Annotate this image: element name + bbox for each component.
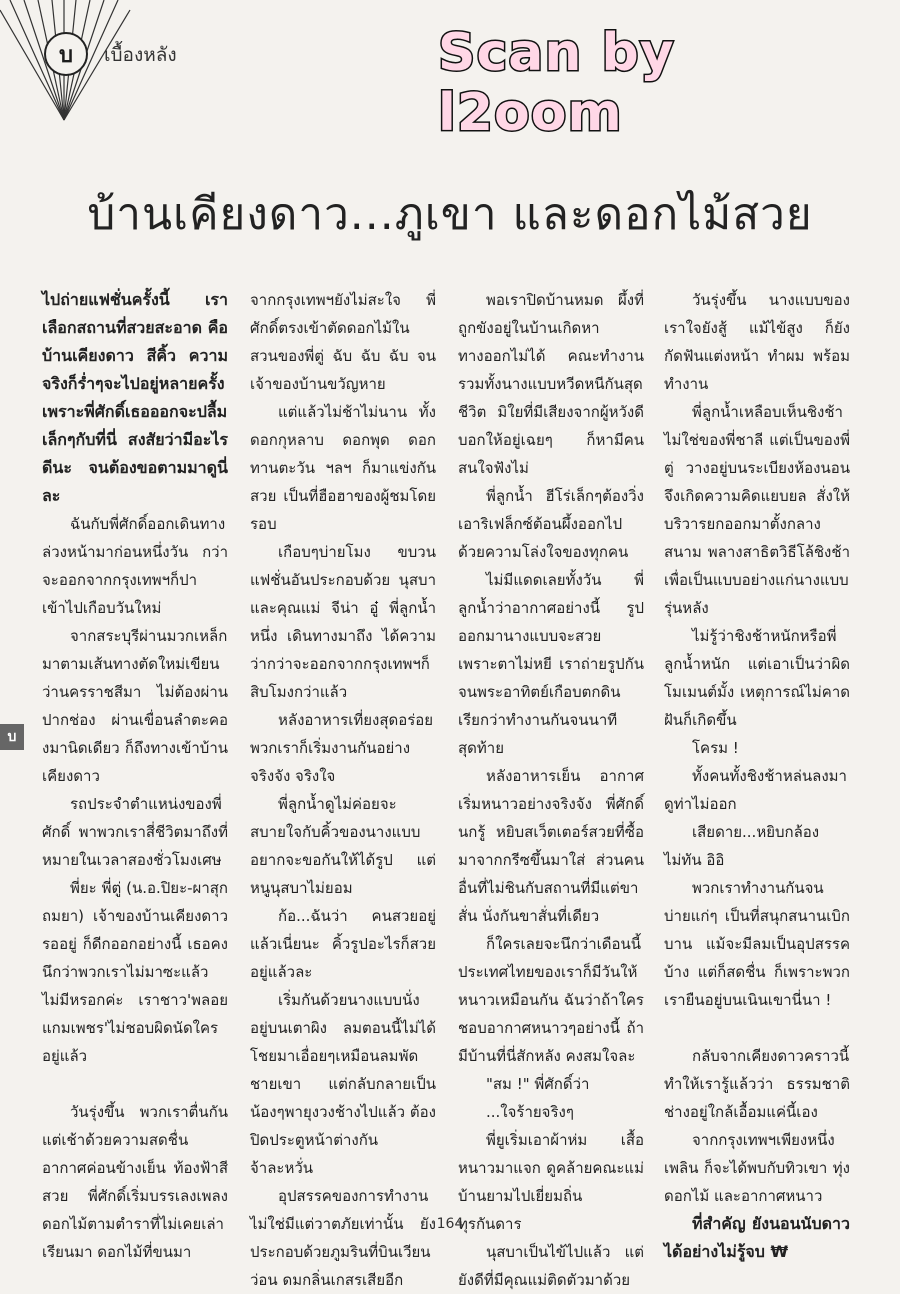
section-badge [44, 32, 88, 76]
paragraph: ก้อ...ฉันว่า คนสวยอยู่แล้วเนี่ยนะ คิ้วรูปอะไรก็สวยอยู่แล้วละ [250, 907, 436, 981]
section-badge-letter: บ [59, 42, 73, 68]
paragraph: ไม่มีแดดเลยทั้งวัน พี่ลูกน้ำว่าอากาศอย่างนี้ รูปออกมานางแบบจะสวย เพราะตาไม่หยี เราถ่ายรูปกันจนพระอาทิตย์เกือบตกดิน เรียกว่าทำงานกันจนนาทีสุดท้าย [458, 571, 644, 757]
scan-watermark: Scan by l2oom [438, 23, 675, 143]
paragraph: พี่ยูเริ่มเอาผ้าห่ม เสื้อหนาวมาแจก ดูคล้ายคณะแม่บ้านยามไปเยี่ยมถิ่นทุรกันดาร [458, 1131, 644, 1233]
side-tab: บ [0, 724, 24, 750]
paragraph: จากกรุงเทพฯเพียงหนึ่งเพลิน ก็จะได้พบกับทิวเขา ทุ่งดอกไม้ และอากาศหนาว [664, 1131, 850, 1205]
text-column-2 [250, 286, 436, 1294]
paragraph-gap [42, 1070, 228, 1098]
paragraph: พี่ลูกน้ำ ฮีโร่เล็กๆต้องวิ่งเอาริเฟล็กซ์ต้อนผึ้งออกไปด้วยความโล่งใจของทุกคน [458, 487, 644, 561]
paragraph: ฉันกับพี่ศักดิ์ออกเดินทางล่วงหน้ามาก่อนหนึ่งวัน กว่าจะออกจากกรุงเทพฯก็ปาเข้าไปเกือบวันใหม่ [42, 515, 228, 617]
paragraph: พี่ลูกน้ำเหลือบเห็นชิงช้าไม่ใช่ของพี่ชาลี แต่เป็นของพี่ตู่ วางอยู่บนระเบียงห้องนอน จึงเกิดความคิดแยบยล สั่งให้บริวารยกออกมาตั้งกลางสนาม พลางสาธิตวิธีโล้ชิงช้าเพื่อเป็นแบบอย่างแก่นางแบบรุ่นหลัง [664, 403, 850, 617]
paragraph-gap [664, 1014, 850, 1042]
paragraph: รถประจำตำแหน่งของพี่ศักดิ์ พาพวกเราสี่ชีวิตมาถึงที่หมายในเวลาสองชั่วโมงเศษ [42, 795, 228, 869]
text-column-1 [42, 286, 228, 1266]
paragraph: ...ใจร้ายจริงๆ [486, 1103, 574, 1121]
paragraph: จากสระบุรีผ่านมวกเหล็ก มาตามเส้นทางตัดใหม่เขียนว่านครราชสีมา ไม่ต้องผ่านปากช่อง ผ่านเขื่อนลำตะคองมานิดเดียว ก็ถึงทางเข้าบ้านเคียงดาว [42, 627, 228, 785]
paragraph: ไปถ่ายแฟชั่นครั้งนี้ เราเลือกสถานที่สวยสะอาด คือ บ้านเคียงดาว สีคิ้ว ความจริงก็ร่ำๆจะไปอยู่หลายครั้ง เพราะพี่ศักดิ์เธอออกจะปลื้มเล็กๆกับที่นี่ สงสัยว่ามีอะไรดีนะ จนต้องขอตามมาดูนี่ละ [42, 290, 228, 505]
paragraph: หลังอาหารเที่ยงสุดอร่อย พวกเราก็เริ่มงานกันอย่างจริงจัง จริงใจ [250, 711, 434, 785]
paragraph: อุปสรรคของการทำงานไม่ใช่มีแต่วาตภัยเท่านั้น ยังประกอบด้วยภูมรินที่บินเวียนว่อน ดมกลิ่นเกสรเสียอีก [250, 1187, 436, 1289]
paragraph: แต่แล้วไม่ช้าไม่นาน ทั้งดอกกุหลาบ ดอกพุด ดอกทานตะวัน ฯลฯ ก็มาแข่งกันสวย เป็นที่ฮือฮาของผู้ชมโดยรอบ [250, 403, 436, 533]
paragraph: ทั้งคนทั้งชิงช้าหล่นลงมาดูท่าไม่ออก [664, 767, 847, 813]
paragraph: พวกเราทำงานกันจนบ่ายแก่ๆ เป็นที่สนุกสนานเบิกบาน แม้จะมีลมเป็นอุปสรรคบ้าง แต่ก็สดชื่น ก็เพราะพวกเรายืนอยู่บนเนินเขานี่นา ! [664, 879, 850, 1009]
page-number: 164 [436, 1216, 464, 1232]
text-column-4 [664, 286, 850, 1266]
paragraph: พี่ลูกน้ำดูไม่ค่อยจะสบายใจกับคิ้วของนางแบบ อยากจะขอกันให้ได้รูป แต่หนูนุสบาไม่ยอม [250, 795, 436, 897]
paragraph: เสียดาย...หยิบกล้องไม่ทัน อิอิ [664, 823, 820, 869]
paragraph: วันรุ่งขึ้น นางแบบของเราใจยังสู้ แม้ไข้สูง ก็ยังกัดฟันแต่งหน้า ทำผม พร้อมทำงาน [664, 291, 850, 393]
paragraph: กลับจากเคียงดาวคราวนี้ ทำให้เรารู้แล้วว่า ธรรมชาติช่างอยู่ใกล้เอื้อมแค่นี้เอง [664, 1047, 850, 1121]
paragraph: จากกรุงเทพฯยังไม่สะใจ พี่ศักดิ์ตรงเข้าตัดดอกไม้ในสวนของพี่ตู่ ฉับ ฉับ ฉับ จนเจ้าของบ้านขวัญหาย [250, 291, 436, 393]
paragraph: นุสบาเป็นไข้ไปแล้ว แต่ยังดีที่มีคุณแม่ติดตัวมาด้วย [458, 1243, 644, 1289]
paragraph: โครม ! [692, 739, 739, 757]
paragraph: ก็ใครเลยจะนึกว่าเดือนนี้ ประเทศไทยของเราก็มีวันให้หนาวเหมือนกัน ฉันว่าถ้าใครชอบอากาศหนาวๆอย่างนี้ ถ้ามีบ้านที่นี่สักหลัง คงสมใจละ [458, 935, 644, 1065]
paragraph: หลังอาหารเย็น อากาศเริ่มหนาวอย่างจริงจัง พี่ศักดิ์นกรู้ หยิบสเว็ตเตอร์สวยที่ซื้อมาจากกรีซขึ้นมาใส่ ส่วนคนอื่นที่ไม่ชินกับสถานที่มีแต่ขาสั่น นั่งกันขาสั่นที่เดียว [458, 767, 644, 925]
paragraph: ไม่รู้ว่าชิงช้าหนักหรือพี่ลูกน้ำหนัก แต่เอาเป็นว่าผิดโมเมนต์มั้ง เหตุการณ์ไม่คาดฝันก็เกิดขึ้น [664, 627, 850, 729]
paragraph: พอเราปิดบ้านหมด ผึ้งที่ถูกขังอยู่ในบ้านเกิดหาทางออกไม่ได้ คณะทำงานรวมทั้งนางแบบหวีดหนีกันสุดชีวิต มิใยที่มีเสียงจากผู้หวังดีบอกให้อยู่เฉยๆ ก็หามีคนสนใจฟังไม่ [458, 291, 644, 477]
paragraph: เริ่มกันด้วยนางแบบนั่งอยู่บนเตาผิง ลมตอนนี้ไม่ได้โชยมาเอื่อยๆเหมือนลมพัดชายเขา แต่กลับกลายเป็นน้องๆพายุงวงช้างไปแล้ว ต้องปิดประตูหน้าต่างกันจ้าละหวั่น [250, 991, 436, 1177]
article-title: บ้านเคียงดาว...ภูเขา และดอกไม้สวย [87, 189, 813, 241]
paragraph: วันรุ่งขึ้น พวกเราตื่นกันแต่เช้าด้วยความสดชื่น อากาศค่อนข้างเย็น ท้องฟ้าสีสวย พี่ศักดิ์เริ่มบรรเลงเพลงดอกไม้ตามตำราที่ไม่เคยเล่าเรียนมา ดอกไม้ที่ขนมา [42, 1103, 228, 1261]
paragraph: พี่ยะ พี่ตู่ (น.อ.ปิยะ-ผาสุก ถมยา) เจ้าของบ้านเคียงดาวรออยู่ ก็ดีกออกอย่างนี้ เธอคงนึกว่าพวกเราไม่มาซะแล้ว ไม่มีหรอกค่ะ เราชาว'พลอยแกมเพชร'ไม่ชอบผิดนัดใครอยู่แล้ว [42, 879, 228, 1065]
paragraph: ที่สำคัญ ยังนอนนับดาวได้อย่างไม่รู้จบ ₩ [664, 1214, 850, 1261]
section-label: เบื้องหลัง [104, 44, 177, 66]
text-column-3 [458, 286, 644, 1294]
paragraph: "สม !" พี่ศักดิ์ว่า [486, 1075, 590, 1093]
paragraph: เกือบๆบ่ายโมง ขบวนแฟชั่นอันประกอบด้วย นุสบาและคุณแม่ จีน่า อู๋ พี่ลูกน้ำหนึ่ง เดินทางมาถึง ได้ความว่ากว่าจะออกจากกรุงเทพฯก็สิบโมงกว่าแล้ว [250, 543, 436, 701]
